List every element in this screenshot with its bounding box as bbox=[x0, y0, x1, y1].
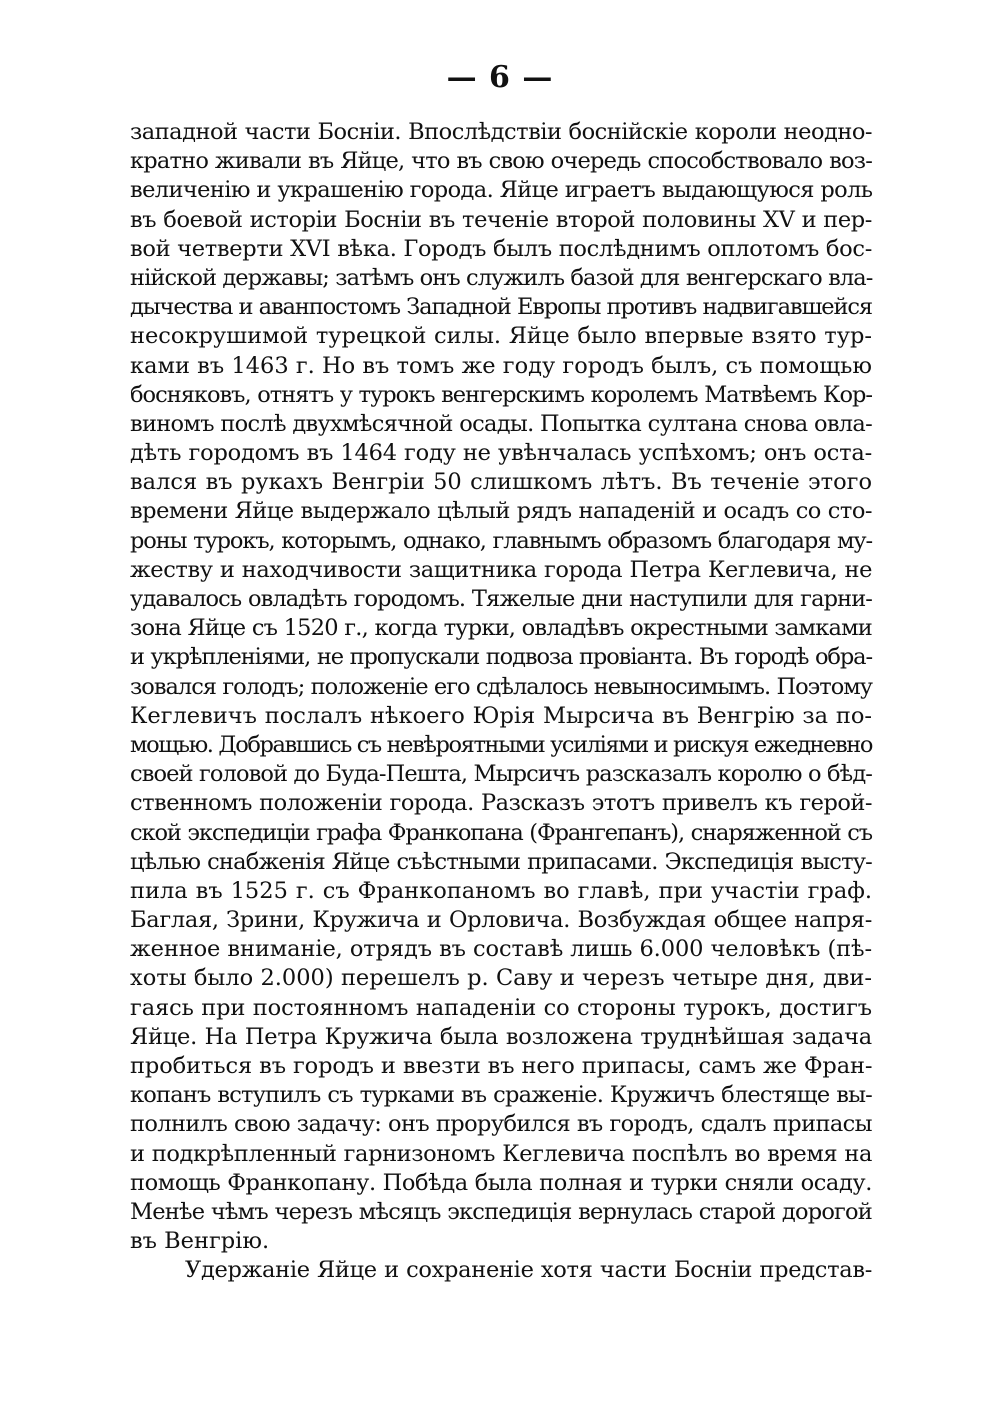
text-line: полнилъ свою задачу: онъ прорубился въ городъ, сдалъ припасы bbox=[130, 1111, 872, 1138]
text-line: ской экспедиціи графа Франкопана (Франгепанъ), снаряженной съ bbox=[130, 819, 872, 846]
text-line: виномъ послѣ двухмѣсячной осады. Попытка султана снова овла- bbox=[130, 410, 872, 437]
text-line: дычества и аванпостомъ Западной Европы противъ надвигавшейся bbox=[130, 294, 872, 321]
text-line: хоты было 2.000) перешелъ р. Саву и черезъ четыре дня, дви- bbox=[130, 965, 872, 992]
text-line: Яйце. На Петра Кружича была возложена труднѣйшая задача bbox=[130, 1023, 872, 1050]
text-line: и подкрѣпленный гарнизономъ Кеглевича поспѣлъ во время на bbox=[130, 1140, 872, 1167]
text-line: босняковъ, отнятъ у турокъ венгерскимъ королемъ Матвѣемъ Кор- bbox=[130, 381, 872, 408]
text-line: Менѣе чѣмъ черезъ мѣсяцъ экспедиція вернулась старой дорогой bbox=[130, 1198, 872, 1225]
text-line: въ боевой исторіи Босніи въ теченіе второй половины XV и пер- bbox=[130, 206, 872, 233]
text-line: Кеглевичъ послалъ нѣкоего Юрія Мырсича въ Венгрію за по- bbox=[130, 702, 872, 729]
text-line: ственномъ положеніи города. Разсказъ этотъ привелъ къ герой- bbox=[130, 790, 872, 817]
text-line: роны турокъ, которымъ, однако, главнымъ образомъ благодаря му- bbox=[130, 527, 872, 554]
text-line: вался въ рукахъ Венгріи 50 слишкомъ лѣтъ. Въ теченіе этого bbox=[130, 469, 872, 496]
text-line: зовался голодъ; положеніе его сдѣлалось невыносимымъ. Поэтому bbox=[130, 673, 872, 700]
text-line: женное вниманіе, отрядъ въ составѣ лишь 6.000 человѣкъ (пѣ- bbox=[130, 936, 872, 963]
text-line: пила въ 1525 г. съ Франкопаномъ во главѣ, при участіи граф. bbox=[130, 877, 872, 904]
text-line: кратно живали въ Яйце, что въ свою очередь способствовало воз- bbox=[130, 148, 872, 175]
text-line: величенію и украшенію города. Яйце играетъ выдающуюся роль bbox=[130, 177, 873, 204]
text-line: своей головой до Буда-Пешта, Мырсичъ разсказалъ королю о бѣд- bbox=[130, 761, 872, 788]
text-line: и укрѣпленіями, не пропускали подвоза провіанта. Въ городѣ обра- bbox=[130, 644, 872, 671]
text-line: помощь Франкопану. Побѣда была полная и турки сняли осаду. bbox=[130, 1169, 872, 1196]
text-line: мощью. Добравшись съ невѣроятными усиліями и рискуя ежедневно bbox=[130, 731, 872, 758]
text-line: Удержаніе Яйце и сохраненіе хотя части Босніи представ- bbox=[185, 1257, 872, 1284]
text-line: Баглая, Зрини, Кружича и Орловича. Возбуждая общее напря- bbox=[130, 907, 872, 934]
text-line: жеству и находчивости защитника города Петра Кеглевича, не bbox=[130, 556, 872, 583]
text-line: пробиться въ городъ и ввезти въ него припасы, самъ же Фран- bbox=[130, 1053, 873, 1079]
page-number: — 6 — bbox=[446, 60, 554, 95]
body-text bbox=[130, 118, 872, 1286]
text-line: въ Венгрію. bbox=[130, 1228, 270, 1255]
text-line: времени Яйце выдержало цѣлый рядъ нападеній и осадъ со сто- bbox=[130, 498, 872, 525]
text-line: вой четверти XVI вѣка. Городъ былъ послѣднимъ оплотомъ бос- bbox=[130, 235, 872, 262]
text-line: ками въ 1463 г. Но въ томъ же году городъ былъ, съ помощью bbox=[130, 352, 872, 379]
text-line: западной части Босніи. Впослѣдствіи боснійскіе короли неодно- bbox=[130, 119, 872, 145]
text-line: удавалось овладѣть городомъ. Тяжелые дни наступили для гарни- bbox=[130, 586, 872, 612]
text-line: нійской державы; затѣмъ онъ служилъ базой для венгерскаго вла- bbox=[130, 264, 873, 291]
text-line: дѣть городомъ въ 1464 году не увѣнчалась успѣхомъ; онъ оста- bbox=[130, 440, 872, 467]
text-line: цѣлью снабженія Яйце съѣстными припасами. Экспедиція высту- bbox=[130, 848, 872, 875]
text-line: гаясь при постоянномъ нападеніи со стороны турокъ, достигъ bbox=[130, 994, 872, 1021]
text-line: зона Яйце съ 1520 г., когда турки, овладѣвъ окрестными замками bbox=[130, 615, 872, 642]
text-line: несокрушимой турецкой силы. Яйце было впервые взято тур- bbox=[130, 323, 872, 350]
text-line: копанъ вступилъ съ турками въ сраженіе. Кружичъ блестяще вы- bbox=[130, 1082, 872, 1109]
